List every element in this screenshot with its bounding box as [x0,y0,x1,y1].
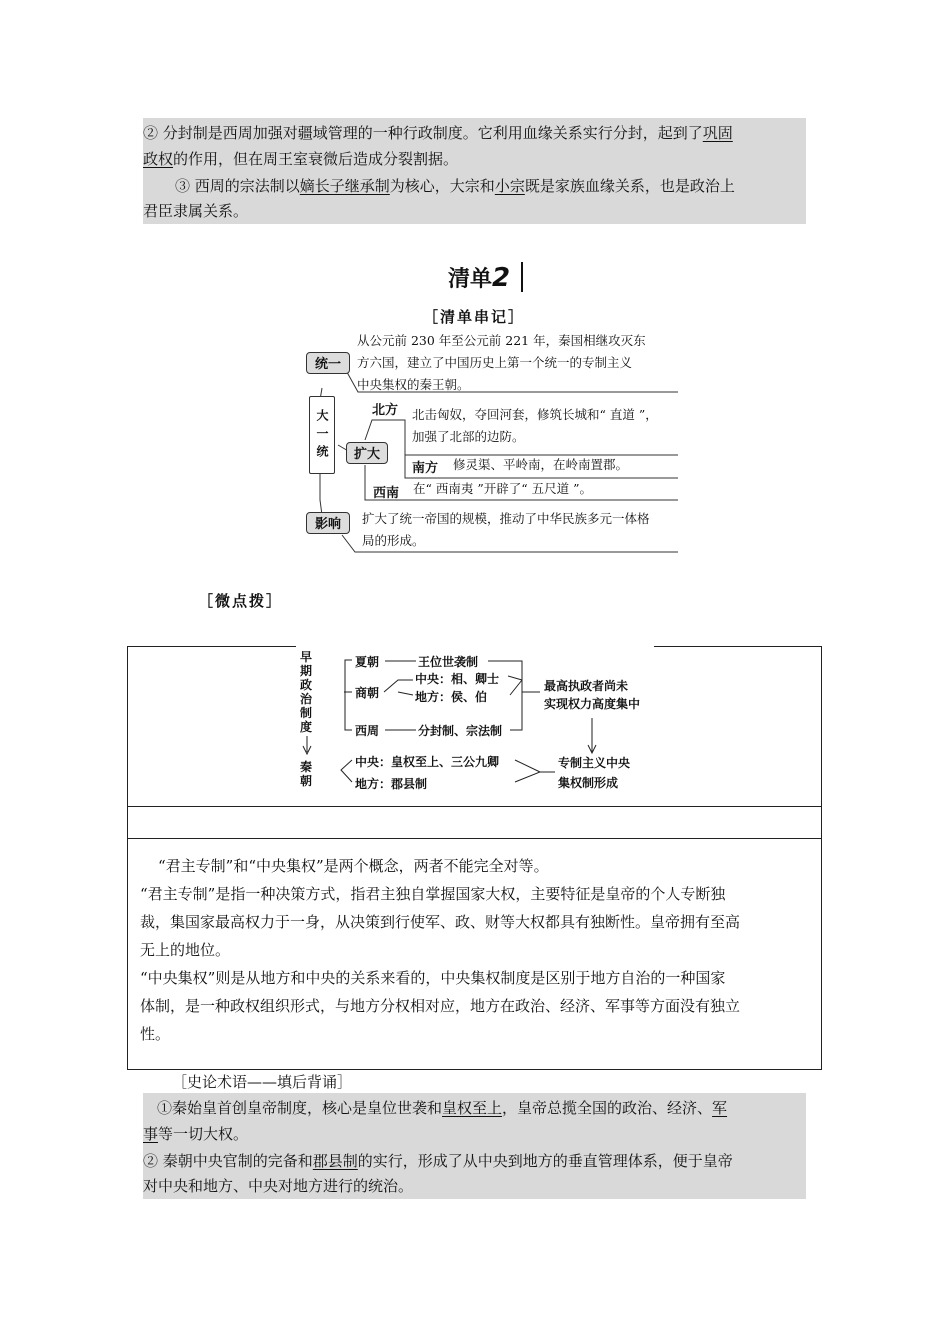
region-south: 南方 [412,461,439,476]
char: 度 [300,720,313,734]
impact-line: 局的形成。 [362,533,425,548]
qin-central: 中央：皇权至上、三公九卿 [355,755,500,769]
underlined-answer: 郡县制 [312,1152,358,1170]
text: 的实行，形成了从中央到地方的垂直管理体系，便于皇帝 [357,1152,733,1170]
conclusion-2 [558,753,630,793]
underlined-answer: 政权 [143,150,174,168]
note-line: 无上的地位。 [140,941,231,959]
conclusion-line: 实现权力高度集中 [544,697,641,711]
impact-line: 扩大了统一帝国的规模，推动了中华民族多元一体格 [362,511,650,526]
conclusion-line: 最高执政者尚未 [544,679,629,693]
char: 期 [300,664,313,678]
underlined-answer: 巩固 [702,124,733,142]
text: ② 秦朝中央官制的完备和 [143,1152,313,1170]
text: 的作用，但在周王室衰微后造成分裂割据。 [173,150,459,168]
xizhou-label: 西周 [355,724,380,738]
char: 秦 [300,760,313,774]
shang-local: 地方：侯、伯 [415,690,488,704]
note-line: 体制，是一种政权组织形式，与地方分权相对应，地方在政治、经济、军事等方面没有独立 [140,997,741,1015]
xizhou-item: 分封制、宗法制 [418,724,503,738]
underlined-answer: 事 [143,1125,159,1143]
underlined-answer: 军 [712,1099,728,1117]
region-north: 北方 [372,403,399,418]
char: 朝 [300,774,313,788]
shang-label: 商朝 [355,686,380,700]
tag-impact: 影响 [306,512,350,534]
qin-local: 地方：郡县制 [355,777,428,791]
text: 为核心，大宗和 [389,177,495,195]
xia-item: 王位世袭制 [418,655,479,669]
char: 政 [300,678,313,692]
diagram-left-top [300,650,314,734]
char: 治 [300,692,313,706]
note-line: “君主专制”和“中央集权”是两个概念，两者不能完全对等。 [158,857,549,875]
terms-label: ［史论术语——填后背诵］ [172,1073,353,1091]
unify-line: 从公元前 230 年至公元前 221 年，秦国相继攻灭东 [357,333,646,348]
underlined-answer: 嫡长子继承制 [299,177,390,195]
vertical-label: 大一统 [315,409,329,463]
char: 制 [300,706,313,720]
list-subtitle: ［清单串记］ [423,308,526,326]
text: ③ 西周的宗法制以 [175,177,300,195]
north-line: 加强了北部的边防。 [412,429,525,444]
list-title-text: 清单 [448,267,493,292]
note-line: “中央集权”则是从地方和中央的关系来看的，中央集权制度是区别于地方自治的一种国家 [140,969,726,987]
southwest-text: 在“ 西南夷 ”开辟了“ 五尺道 ”。 [413,481,592,496]
south-text: 修灵渠、平岭南，在岭南置郡。 [453,457,629,472]
list-title-number: 2 [492,263,511,293]
unify-line: 中央集权的秦王朝。 [357,377,470,392]
note-line: “君主专制”是指一种决策方式，指君主独自掌握国家大权，主要特征是皇帝的个人专断独 [140,885,726,903]
tip-label: ［微点拨］ [198,592,284,610]
text: ①秦始皇首创皇帝制度，核心是皇位世袭和 [157,1099,443,1117]
note-line: 裁，集国家最高权力于一身，从决策到行使军、政、财等大权都具有独断性。皇帝拥有至高 [140,913,741,931]
conclusion-line: 集权制形成 [558,776,619,790]
diagram-left-bottom [300,760,314,788]
conclusion-1 [544,677,640,713]
text: 对中央和地方、中央对地方进行的统治。 [143,1177,414,1195]
shang-central: 中央：相、卿士 [415,672,500,686]
text: 既是家族血缘关系，也是政治上 [524,177,735,195]
bottom-para-line4 [143,1171,413,1201]
underlined-answer: 小宗 [494,177,525,195]
unify-line: 方六国，建立了中国历史上第一个统一的专制主义 [357,355,633,370]
bottom-para-line2 [143,1119,248,1149]
char: 早 [300,650,313,664]
text: ，皇帝总揽全国的政治、经济、 [502,1099,713,1117]
text: ② 分封制是西周加强对疆域管理的一种行政制度。它利用血缘关系实行分封，起到了 [143,124,703,142]
north-line: 北击匈奴，夺回河套，修筑长城和“ 直道 ”， [412,407,658,422]
tag-expand: 扩大 [346,442,388,464]
tag-unify: 统一 [306,352,350,374]
note-line: 性。 [140,1025,171,1043]
bottom-paragraph [143,1093,806,1199]
region-southwest: 西南 [373,486,400,501]
xia-label: 夏朝 [355,655,380,669]
text: 君臣隶属关系。 [143,202,249,220]
underlined-answer: 皇权至上 [442,1099,503,1117]
text: 等一切大权。 [158,1125,249,1143]
conclusion-line: 专制主义中央 [558,756,631,770]
